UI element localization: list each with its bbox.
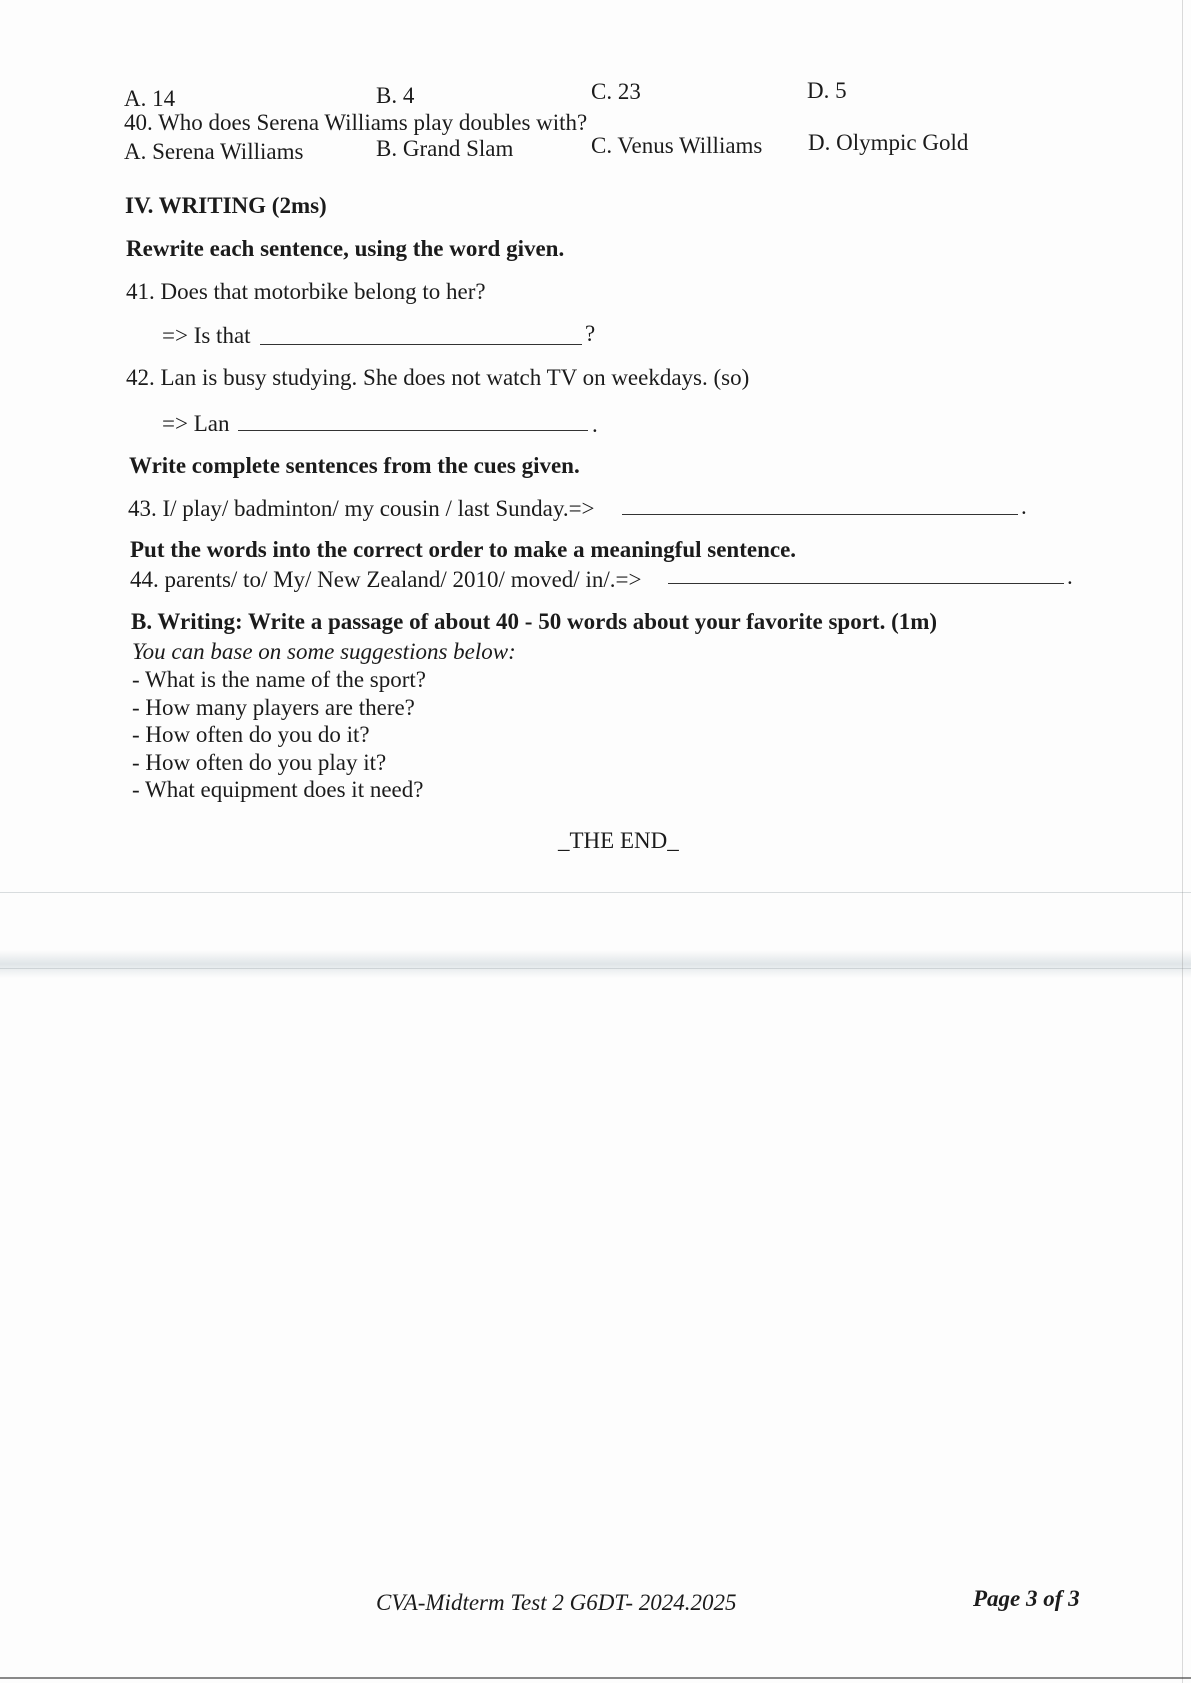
complete-instruction: Write complete sentences from the cues given.	[129, 453, 580, 478]
q42-end-mark: .	[592, 412, 598, 437]
q39-option-a: A. 14	[124, 86, 176, 111]
suggestion-item: - How many players are there?	[132, 695, 415, 720]
q41-answer-blank	[260, 344, 582, 345]
q43-end-mark: .	[1021, 494, 1027, 519]
page-edge	[0, 1677, 1191, 1679]
footer-page-number: Page 3 of 3	[973, 1586, 1080, 1611]
q40-option-c: C. Venus Williams	[591, 133, 763, 158]
q44-words: 44. parents/ to/ My/ New Zealand/ 2010/ moved/ in/.=>	[130, 567, 642, 592]
rewrite-instruction: Rewrite each sentence, using the word given.	[126, 236, 565, 261]
q41-sentence: 41. Does that motorbike belong to her?	[126, 279, 486, 304]
q41-prompt: => Is that	[162, 323, 251, 348]
q40-question: 40. Who does Serena Williams play doubles with?	[124, 110, 588, 135]
scan-artifact-band	[0, 950, 1191, 978]
q41-end-mark: ?	[585, 321, 596, 346]
passage-hint: You can base on some suggestions below:	[132, 639, 516, 664]
section-heading: IV. WRITING (2ms)	[125, 193, 327, 218]
q42-prompt: => Lan	[162, 411, 230, 436]
footer-test-name: CVA-Midterm Test 2 G6DT- 2024.2025	[376, 1590, 737, 1615]
page-edge	[1182, 0, 1183, 1683]
end-marker: _THE END_	[558, 828, 679, 853]
q44-end-mark: .	[1067, 564, 1073, 589]
order-instruction: Put the words into the correct order to make a meaningful sentence.	[130, 537, 797, 562]
q43-answer-blank	[622, 514, 1018, 515]
q39-option-d: D. 5	[807, 78, 847, 103]
q39-option-c: C. 23	[591, 79, 641, 104]
scan-artifact-line	[0, 892, 1191, 893]
scan-artifact-line	[0, 968, 1191, 969]
q44-answer-blank	[668, 583, 1064, 584]
q42-sentence: 42. Lan is busy studying. She does not watch TV on weekdays. (so)	[126, 365, 750, 390]
suggestion-item: - What equipment does it need?	[132, 777, 424, 802]
q40-option-b: B. Grand Slam	[376, 136, 514, 161]
q43-cues: 43. I/ play/ badminton/ my cousin / last Sunday.=>	[128, 496, 595, 521]
q39-option-b: B. 4	[376, 83, 415, 108]
q40-option-d: D. Olympic Gold	[808, 130, 969, 155]
suggestion-item: - What is the name of the sport?	[132, 667, 427, 692]
passage-instruction: B. Writing: Write a passage of about 40 - 50 words about your favorite sport. (1m)	[131, 609, 938, 634]
q42-answer-blank	[238, 430, 588, 431]
suggestion-item: - How often do you play it?	[132, 750, 387, 775]
suggestion-item: - How often do you do it?	[132, 722, 370, 747]
q40-option-a: A. Serena Williams	[124, 139, 304, 164]
